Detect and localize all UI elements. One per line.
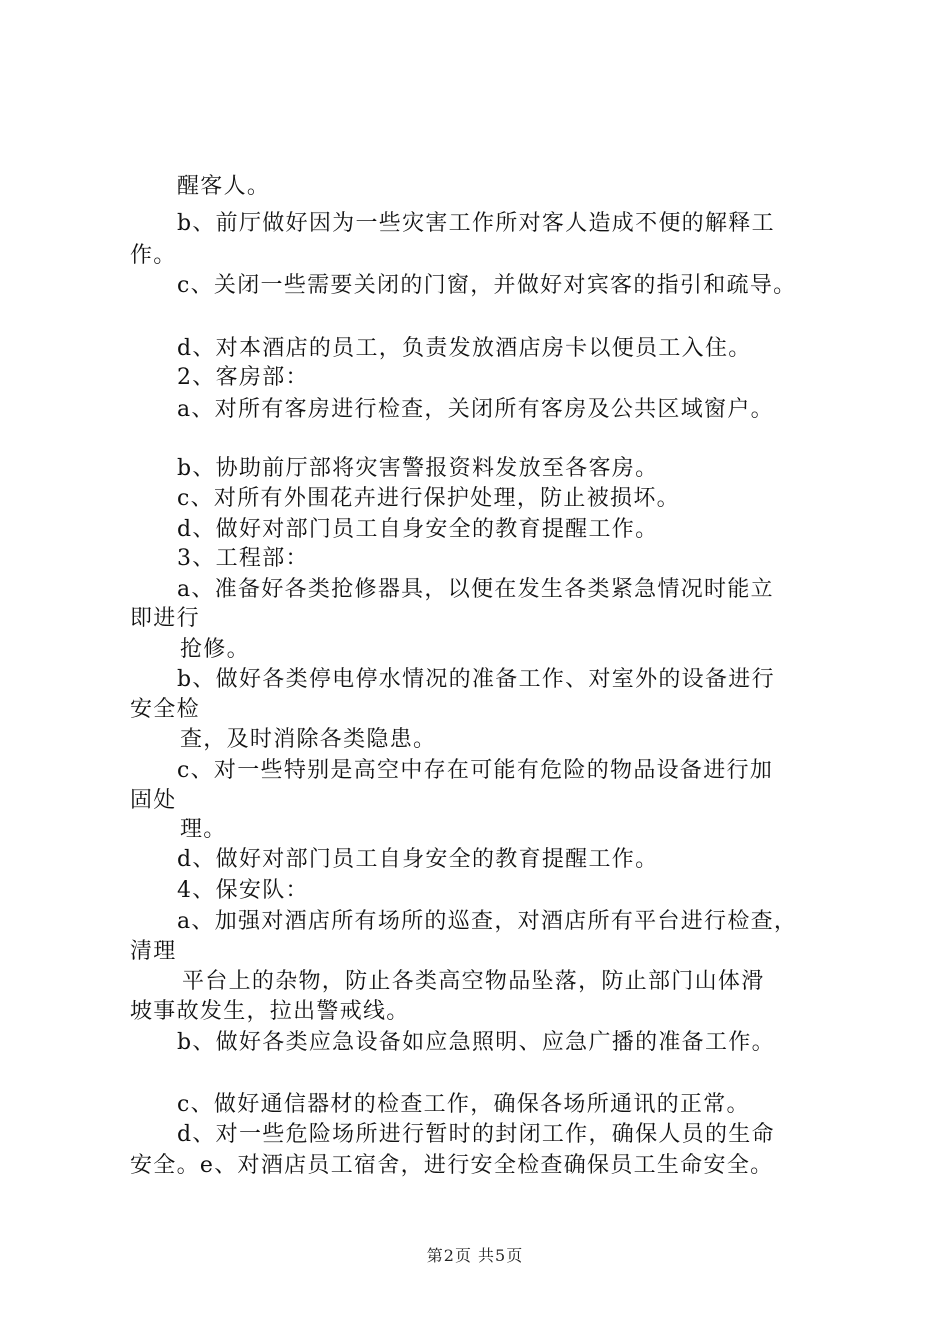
text-line: 4、保安队： (177, 878, 309, 903)
text-line: 清理 (130, 939, 177, 964)
text-line: 固处 (130, 788, 177, 813)
text-line: 2、客房部： (177, 365, 309, 390)
text-line: c、对所有外围花卉进行保护处理，防止被损坏。 (177, 486, 680, 511)
text-line: 抢修。 (180, 637, 250, 662)
text-line: d、做好对部门员工自身安全的教育提醒工作。 (177, 847, 659, 872)
text-line: c、关闭一些需要关闭的门窗，并做好对宾客的指引和疏导。 (177, 273, 797, 298)
text-line: 坡事故发生，拉出警戒线。 (130, 999, 410, 1024)
text-line: 平台上的杂物，防止各类高空物品坠落，防止部门山体滑 (182, 969, 765, 994)
text-line: 3、工程部： (177, 546, 309, 571)
text-line: d、对本酒店的员工，负责发放酒店房卡以便员工入住。 (177, 336, 752, 361)
text-line: 安全。e、对酒店员工宿舍，进行安全检查确保员工生命安全。 (130, 1153, 774, 1178)
text-line: d、对一些危险场所进行暂时的封闭工作，确保人员的生命 (177, 1122, 775, 1147)
text-line: c、对一些特别是高空中存在可能有危险的物品设备进行加 (177, 758, 774, 783)
text-line: 作。 (130, 243, 177, 268)
text-line: b、做好各类应急设备如应急照明、应急广播的准备工作。 (177, 1030, 775, 1055)
text-line: b、前厅做好因为一些灾害工作所对客人造成不便的解释工 (177, 211, 775, 236)
text-line: b、做好各类停电停水情况的准备工作、对室外的设备进行 (177, 667, 775, 692)
page-number-footer: 第2页 共5页 (426, 1246, 524, 1265)
text-line: c、做好通信器材的检查工作，确保各场所通讯的正常。 (177, 1092, 750, 1117)
text-line: 即进行 (130, 606, 200, 631)
text-line: a、加强对酒店所有场所的巡查，对酒店所有平台进行检查， (177, 909, 798, 934)
text-line: b、协助前厅部将灾害警报资料发放至各客房。 (177, 456, 659, 481)
text-line: a、准备好各类抢修器具，以便在发生各类紧急情况时能立 (177, 577, 774, 602)
text-line: 醒客人。 (177, 174, 271, 199)
text-line: d、做好对部门员工自身安全的教育提醒工作。 (177, 517, 659, 542)
text-line: 安全检 (130, 697, 200, 722)
text-line: 理。 (180, 817, 227, 842)
text-line: 查，及时消除各类隐患。 (180, 727, 437, 752)
text-line: a、对所有客房进行检查，关闭所有客房及公共区域窗户。 (177, 397, 774, 422)
